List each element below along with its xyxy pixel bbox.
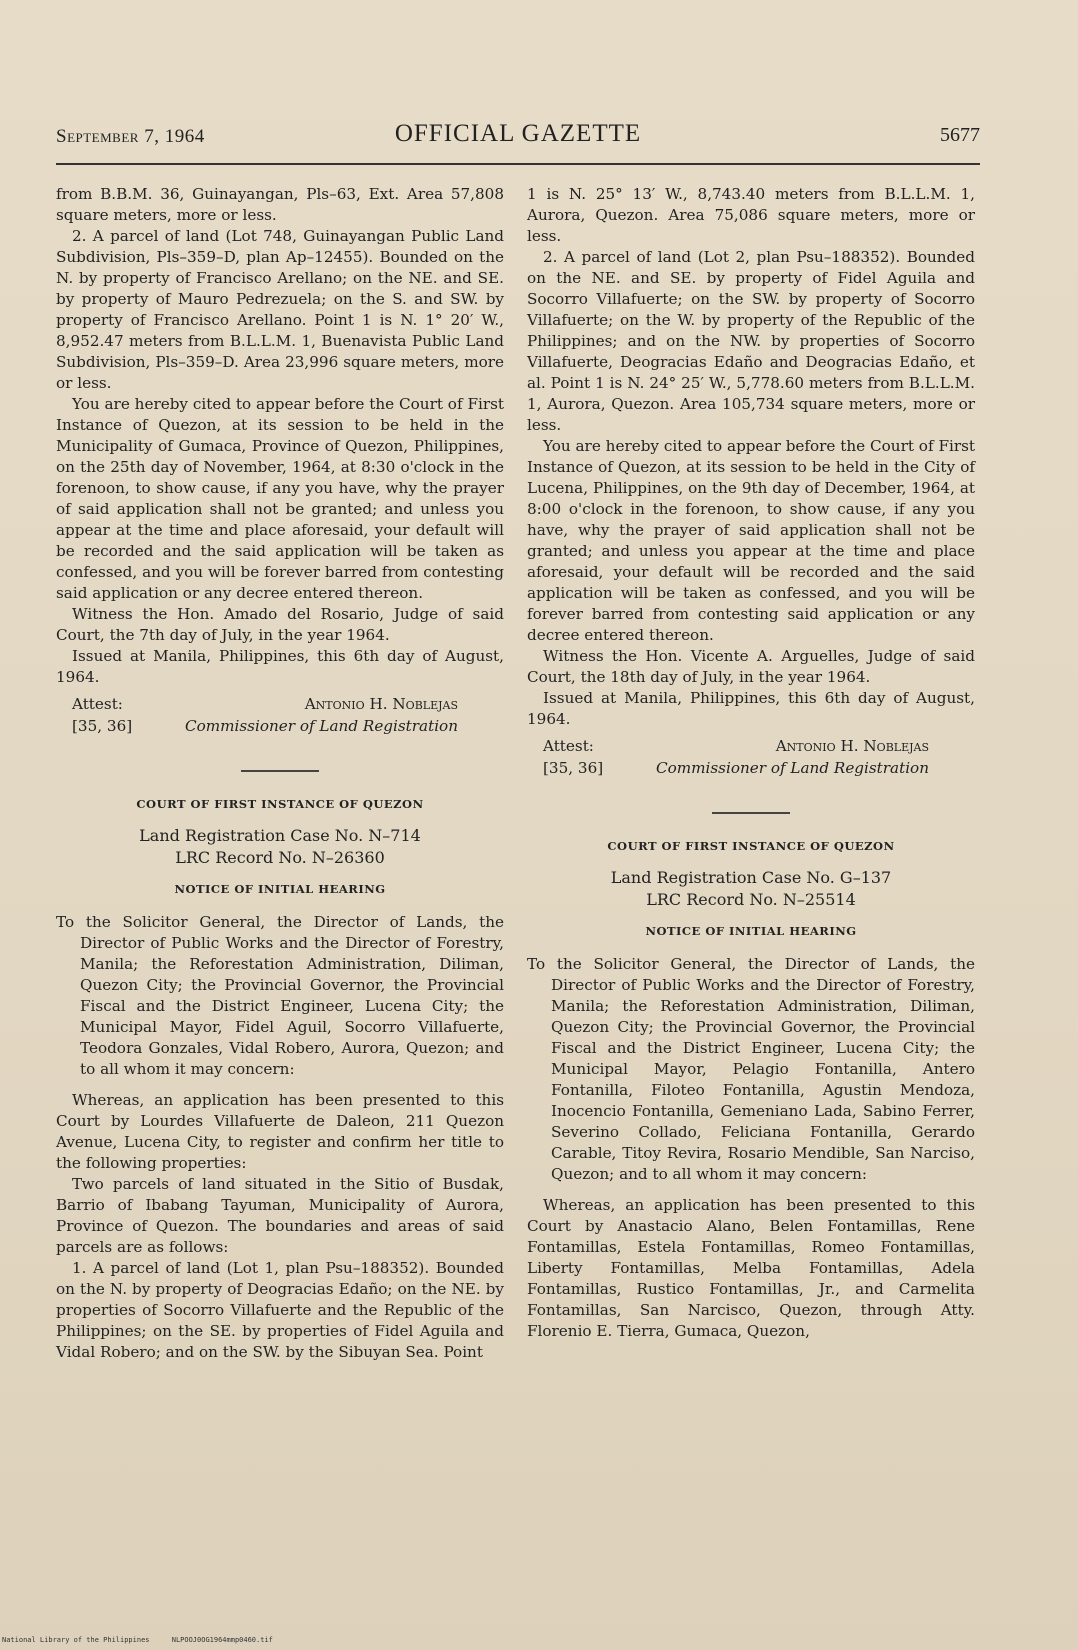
paragraph: Whereas, an application has been presented to this Court by Anastacio Alano, Belen Fontamillas, Rene Fontamillas, Estela Fontamillas, Romeo Fontamillas, Liberty Fontamillas, Melba Fontamillas, Adela Fontamillas, Rustico Fontamillas, Jr., and Carmelita Fontamillas, San Narcisco, Quezon, through Atty. Florenio E. Tierra, Gumaca, Quezon,	[527, 1196, 975, 1340]
court-heading: COURT OF FIRST INSTANCE OF QUEZON	[136, 797, 424, 811]
attestation	[527, 736, 975, 780]
record-number: LRC Record No. N–26360	[175, 848, 385, 867]
page-header	[56, 120, 980, 156]
court-heading: COURT OF FIRST INSTANCE OF QUEZON	[607, 839, 895, 853]
attest-label: Attest:	[543, 737, 594, 755]
reference-number: [35, 36]	[543, 759, 604, 777]
paragraph: from B.B.M. 36, Guinayangan, Pls–63, Ext. Area 57,808 square meters, more or less.	[56, 185, 504, 224]
paragraph: 2. A parcel of land (Lot 748, Guinayangan Public Land Subdivision, Pls–359–D, plan Ap–12455). Bounded on the N. by property of Francisco Arellano; on the NE. and SE. by property of Mauro Pedrezuela; on the S. and SW. by property of Francisco Arellano. Point 1 is N. 1° 20′ W., 8,952.47 meters from B.L.L.M. 1, Buenavista Public Land Subdivision, Pls–359–D. Area 23,996 square meters, more or less.	[56, 227, 504, 392]
signer-name: Antonio H. Noblejas	[304, 695, 458, 713]
addressee-list: To the Solicitor General, the Director of Lands, the Director of Public Works and the Director of Forestry, Manila; the Reforestation Administration, Diliman, Quezon City; the Provincial Governor, the Provincial Fiscal and the District Engineer, Lucena City; the Municipal Mayor, Fidel Aguil, Socorro Villafuerte, Teodora Gonzales, Vidal Robero, Aurora, Quezon; and to all whom it may concern:	[56, 913, 504, 1078]
reference-number: [35, 36]	[72, 717, 133, 735]
signer-name: Antonio H. Noblejas	[775, 737, 929, 755]
header-date: September 7, 1964	[56, 126, 205, 147]
paragraph: 1 is N. 25° 13′ W., 8,743.40 meters from B.L.L.M. 1, Aurora, Quezon. Area 75,086 square meters, more or less.	[527, 185, 975, 245]
paragraph: 1. A parcel of land (Lot 1, plan Psu–188352). Bounded on the N. by property of Deogracias Edaño; on the NE. by properties of Socorro Villafuerte and the Republic of the Philippines; on the SE. by properties of Fidel Aguila and Vidal Robero; and on the SW. by the Sibuyan Sea. Point	[56, 1259, 504, 1361]
paragraph: You are hereby cited to appear before the Court of First Instance of Quezon, at its session to be held in the Municipality of Gumaca, Province of Quezon, Philippines, on the 25th day of November, 1964, at 8:30 o'clock in the forenoon, to show cause, if any you have, why the prayer of said application shall not be granted; and unless you appear at the time and place aforesaid, your default will be recorded and the said application will be taken as confessed, and you will be forever barred from contesting said application or any decree entered thereon.	[56, 395, 504, 602]
paragraph: You are hereby cited to appear before the Court of First Instance of Quezon, at its session to be held in the City of Lucena, Philippines, on the 9th day of December, 1964, at 8:00 o'clock in the forenoon, to show cause, if any you have, why the prayer of said application shall not be granted; and unless you appear at the time and place aforesaid, your default will be recorded and the said application will be taken as confessed, and you will be forever barred from contesting said application or any decree entered thereon.	[527, 437, 975, 644]
right-column	[527, 184, 975, 1342]
paragraph: Witness the Hon. Amado del Rosario, Judge of said Court, the 7th day of July, in the year 1964.	[56, 605, 504, 644]
paragraph: Issued at Manila, Philippines, this 6th day of August, 1964.	[527, 689, 975, 728]
signer-title: Commissioner of Land Registration	[184, 717, 458, 735]
attestation	[56, 694, 504, 738]
left-column	[56, 184, 504, 1363]
record-number: LRC Record No. N–25514	[646, 890, 856, 909]
attest-label: Attest:	[72, 695, 123, 713]
scan-footer	[2, 1636, 291, 1644]
case-number: Land Registration Case No. G–137	[610, 868, 892, 887]
header-title: OFFICIAL GAZETTE	[394, 120, 642, 147]
header-rule	[56, 163, 980, 165]
paragraph: Issued at Manila, Philippines, this 6th day of August, 1964.	[56, 647, 504, 686]
case-number: Land Registration Case No. N–714	[139, 826, 421, 845]
paragraph: Whereas, an application has been presented to this Court by Lourdes Villafuerte de Daleon, 211 Quezon Avenue, Lucena City, to register and confirm her title to the following properties:	[56, 1091, 504, 1172]
section-divider	[241, 770, 319, 772]
paragraph: Two parcels of land situated in the Sitio of Busdak, Barrio of Ibabang Tayuman, Municipality of Aurora, Province of Quezon. The boundaries and areas of said parcels are as follows:	[56, 1175, 504, 1256]
notice-heading: NOTICE OF INITIAL HEARING	[174, 882, 386, 896]
paragraph: Witness the Hon. Vicente A. Arguelles, Judge of said Court, the 18th day of July, in the year 1964.	[527, 647, 975, 686]
scan-filename: NLPOOJ0OG1964mmp0460.tif	[171, 1636, 273, 1644]
header-page-number: 5677	[940, 124, 980, 146]
notice-heading: NOTICE OF INITIAL HEARING	[645, 924, 857, 938]
addressee-list: To the Solicitor General, the Director of Lands, the Director of Public Works and the Director of Forestry, Manila; the Reforestation Administration, Diliman, Quezon City; the Provincial Governor, the Provincial Fiscal and the District Engineer, Lucena City; the Municipal Mayor, Pelagio Fontanilla, Antero Fontanilla, Filoteo Fontanilla, Agustin Mendoza, Inocencio Fontanilla, Gemeniano Lada, Sabino Ferrer, Severino Collado, Feliciana Fontanilla, Gerardo Carable, Titoy Revira, Rosario Mendible, San Narciso, Quezon; and to all whom it may concern:	[527, 955, 975, 1183]
paragraph: 2. A parcel of land (Lot 2, plan Psu–188352). Bounded on the NE. and SE. by property of Fidel Aguila and Socorro Villafuerte; on the SW. by property of Socorro Villafuerte; on the W. by property of the Republic of the Philippines; and on the NW. by properties of Socorro Villafuerte, Deogracias Edaño and Deogracias Edaño, et al. Point 1 is N. 24° 25′ W., 5,778.60 meters from B.L.L.M. 1, Aurora, Quezon. Area 105,734 square meters, more or less.	[527, 248, 975, 434]
library-credit: National Library of the Philippines	[2, 1636, 150, 1644]
signer-title: Commissioner of Land Registration	[655, 759, 929, 777]
section-divider	[712, 812, 790, 814]
